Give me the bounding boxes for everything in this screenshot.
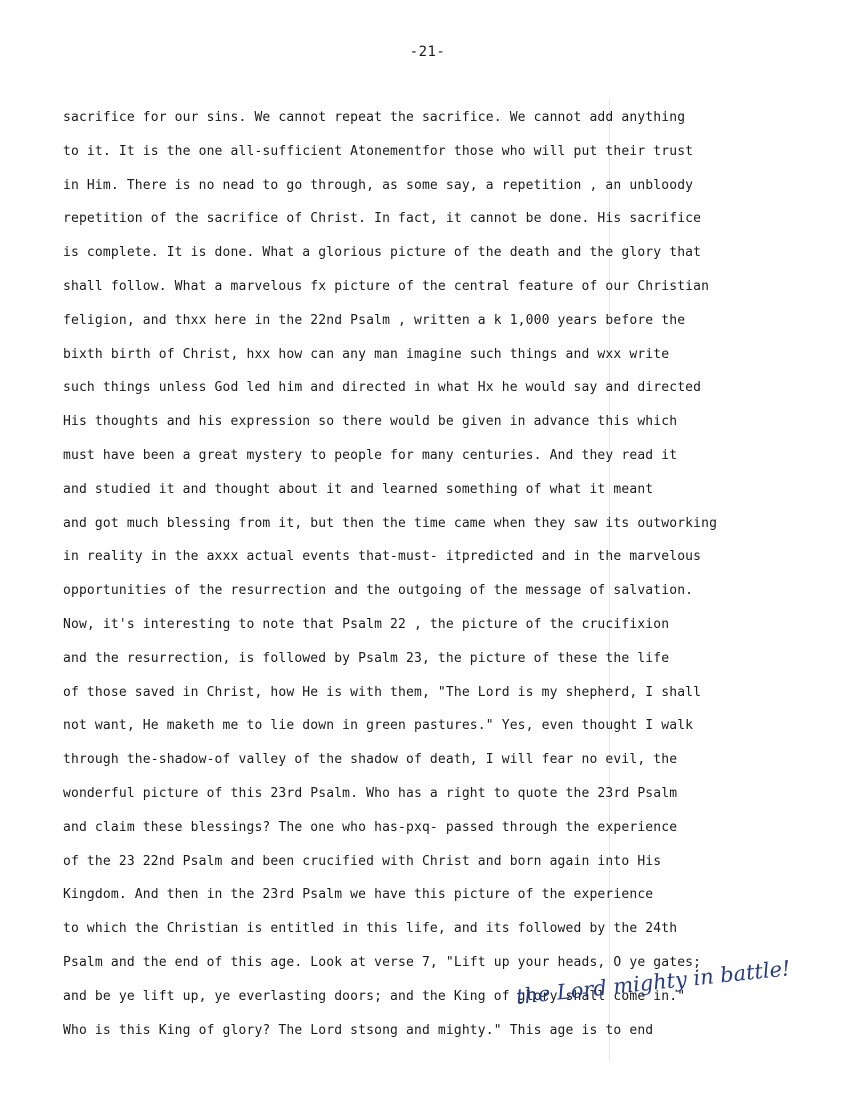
text-line: Kingdom. And then in the 23rd Psalm we have this picture of the experience (63, 887, 654, 903)
body-text (63, 108, 783, 1054)
text-line: of the 23 22nd Psalm and been crucified with Christ and born again into His (63, 853, 662, 869)
text-line: and got much blessing from it, but then the time came when they saw its outworking (63, 515, 718, 531)
page-number: -21- (409, 44, 446, 60)
text-line: sacrifice for our sins. We cannot repeat the sacrifice. We cannot add anything (63, 110, 686, 125)
text-line: to it. It is the one all-sufficient Atonementfor those who will put their trust (63, 143, 694, 159)
text-line: Psalm and the end of this age. Look at verse 7, "Lift up your heads, O ye gates; (63, 954, 702, 970)
text-line: must have been a great mystery to people for many centuries. And they read it (63, 447, 678, 463)
text-line: and be ye lift up, ye everlasting doors; and the King of glory shall come in." (63, 988, 686, 1004)
text-line: of those saved in Christ, how He is with them, "The Lord is my shepherd, I shall (63, 684, 702, 700)
text-line: Who is this King of glory? The Lord stsong and mighty." This age is to end (63, 1022, 654, 1038)
text-line: opportunities of the resurrection and the outgoing of the message of salvation. (63, 583, 694, 599)
text-line: shall follow. What a marvelous fx picture of the central feature of our Christian (63, 278, 710, 294)
text-line: and studied it and thought about it and learned something of what it meant (63, 481, 654, 497)
text-line: bixth birth of Christ, hxx how can any man imagine such things and wxx write (63, 346, 670, 362)
text-line: Now, it's interesting to note that Psalm 22 , the picture of the crucifixion (63, 616, 670, 632)
text-line: repetition of the sacrifice of Christ. In fact, it cannot be done. His sacrifice (63, 211, 702, 227)
text-line: in Him. There is no nead to go through, as some say, a repetition , an unbloody (63, 177, 694, 193)
text-line: to which the Christian is entitled in this life, and its followed by the 24th (63, 921, 678, 937)
text-line: not want, He maketh me to lie down in green pastures." Yes, even thought I walk (63, 718, 694, 734)
text-line: such things unless God led him and directed in what Hx he would say and directed (63, 380, 702, 396)
text-line: and the resurrection, is followed by Psalm 23, the picture of these the life (63, 650, 670, 666)
text-line: in reality in the axxx actual events that-must- itpredicted and in the marvelous (63, 549, 702, 565)
text-line: His thoughts and his expression so there would be given in advance this which (63, 414, 678, 430)
text-line: and claim these blessings? The one who has-pxq- passed through the experience (63, 819, 678, 835)
text-line: through the-shadow-of valley of the shadow of death, I will fear no evil, the (63, 752, 678, 768)
handwritten-annotation: the Lord mighty in battle! (514, 956, 792, 1009)
text-line: wonderful picture of this 23rd Psalm. Who has a right to quote the 23rd Psalm (63, 785, 678, 801)
text-line: feligion, and thxx here in the 22nd Psalm , written a k 1,000 years before the (63, 312, 686, 328)
text-line: is complete. It is done. What a glorious picture of the death and the glory that (63, 245, 702, 261)
